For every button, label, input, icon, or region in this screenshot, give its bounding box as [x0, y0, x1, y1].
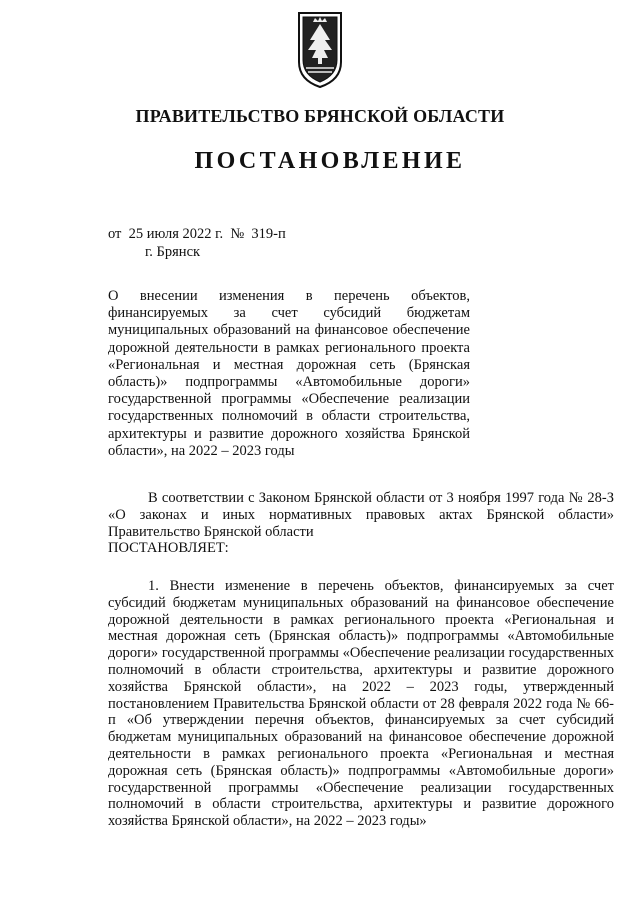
basis-paragraph: В соответствии с Законом Брянской области от 3 ноября 1997 года № 28-З «О законах и иных нормативных правовых актах Брянской области» Правительство Брянской области	[108, 490, 614, 540]
resolves-heading: ПОСТАНОВЛЯЕТ:	[108, 540, 229, 557]
document-subject: О внесении изменения в перечень объектов, финансируемых за счет субсидий бюджетам муниципальных образований на финансовое обеспечение дорожной деятельности в рамках регионального проекта «Региональная и местная дорожная сеть (Брянская область)» подпрограммы «Автомобильные дороги» государственной программы «Обеспечение реализации государственных полномочий в области строительства, архитектуры и развитие дорожного хозяйства Брянской области», на 2022 – 2023 годы	[108, 288, 470, 459]
document-type: ПОСТАНОВЛЕНИЕ	[194, 148, 466, 174]
date-and-number: от 25 июля 2022 г. № 319-п	[108, 226, 286, 242]
coat-of-arms-icon	[296, 10, 344, 90]
government-name: ПРАВИТЕЛЬСТВО БРЯНСКОЙ ОБЛАСТИ	[135, 106, 505, 126]
item-1-paragraph: 1. Внести изменение в перечень объектов, финансируемых за счет субсидий бюджетам муниципальных образований на финансовое обеспечение дорожной деятельности в рамках регионального проекта «Региональная и местная дорожная сеть (Брянская область)» подпрограммы «Автомобильные дороги» государственной программы «Обеспечение реализации государственных полномочий в области строительства, архитектуры и развитие дорожного хозяйства Брянской области», на 2022 – 2023 годы, утвержденный постановлением Правительства Брянской области от 28 февраля 2022 года № 66-п «Об утверждении перечня объектов, финансируемых за счет субсидий бюджетам муниципальных образований на финансовое обеспечение дорожной деятельности в рамках регионального проекта «Региональная и местная дорожная сеть (Брянская область)» подпрограммы «Автомобильные дороги» государственной программы «Обеспечение реализации государственных полномочий в области строительства, архитектуры и развитие дорожного хозяйства Брянской области», на 2022 – 2023 годы»	[108, 578, 614, 830]
city: г. Брянск	[145, 244, 201, 260]
legal-basis	[108, 490, 614, 557]
